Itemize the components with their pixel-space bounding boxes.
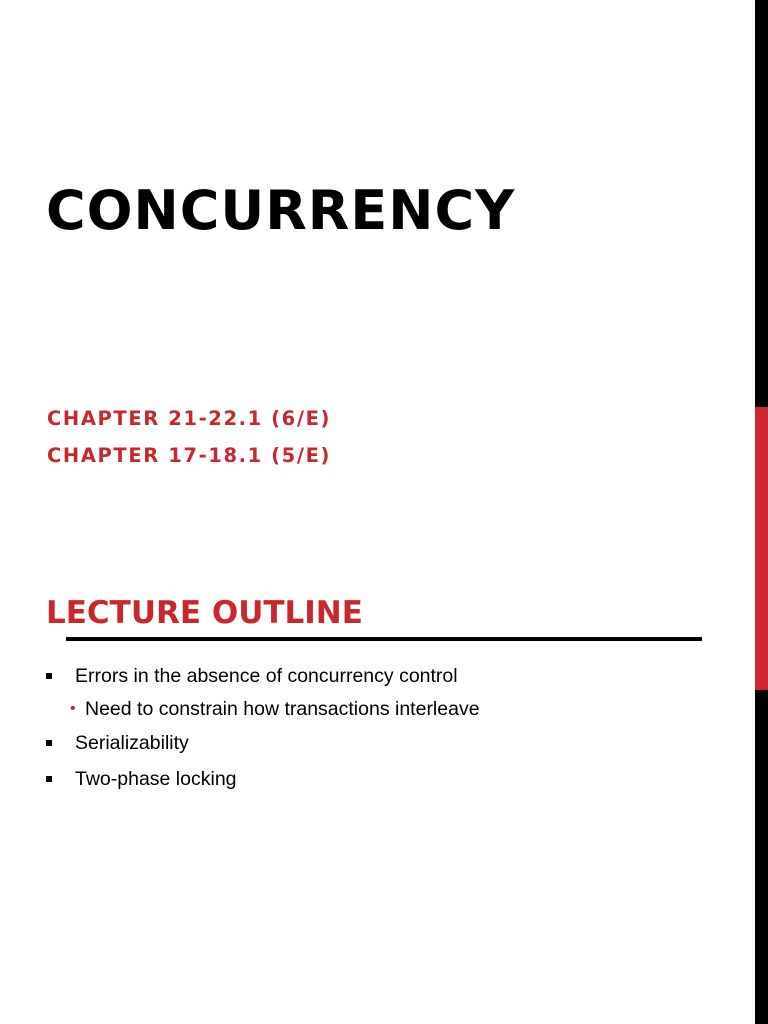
chapter-reference-6e: CHAPTER 21-22.1 (6/E) [47,407,332,430]
chapter-reference-5e: CHAPTER 17-18.1 (5/E) [47,444,332,467]
outline-subitem: Need to constrain how transactions interleave [85,698,480,720]
square-bullet-icon [46,673,52,679]
outline-item: Errors in the absence of concurrency control [75,665,458,687]
round-bullet-icon: • [70,700,76,717]
outline-item: Two-phase locking [75,768,237,790]
side-bar-accent [755,407,768,690]
outline-heading: LECTURE OUTLINE [46,595,363,631]
heading-underline [66,637,702,641]
outline-item: Serializability [75,732,189,754]
square-bullet-icon [46,740,52,746]
slide-title: CONCURRENCY [46,179,516,242]
square-bullet-icon [46,776,52,782]
